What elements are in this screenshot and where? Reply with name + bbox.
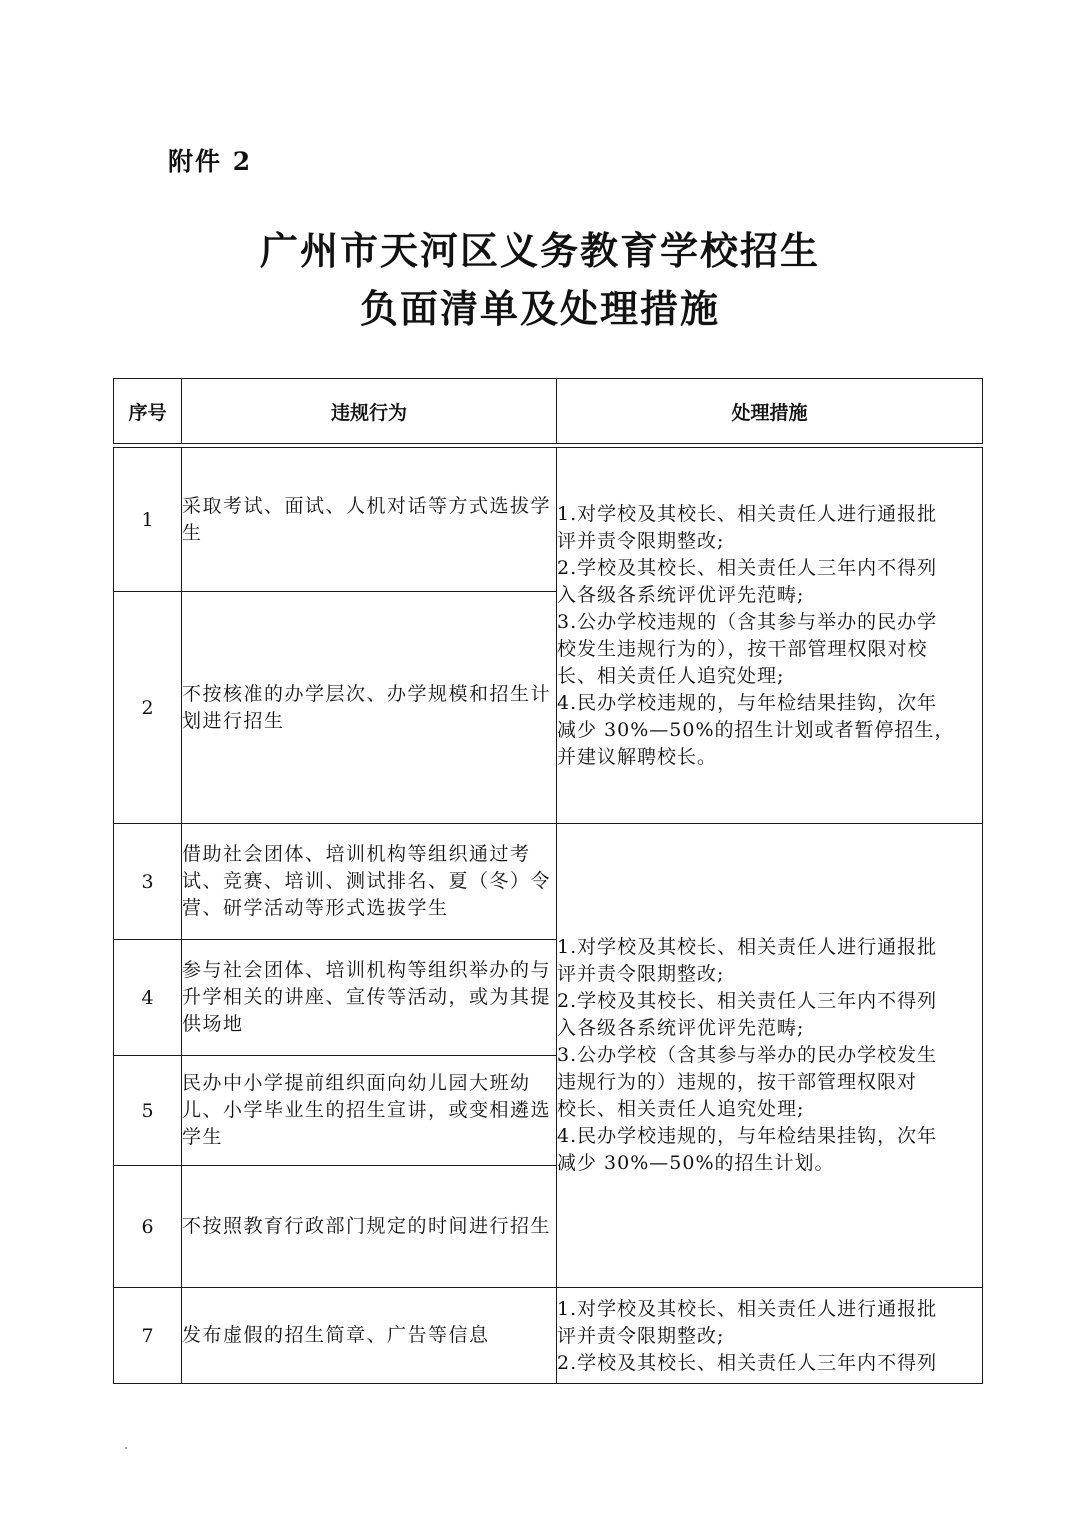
row-number: 1 xyxy=(114,448,182,592)
measure-line: 2.学校及其校长、相关责任人三年内不得列 xyxy=(557,1352,938,1374)
header-number: 序号 xyxy=(114,379,182,444)
measure-line: 评并责令限期整改; xyxy=(557,1325,725,1347)
row-number: 4 xyxy=(114,940,182,1056)
row-number: 6 xyxy=(114,1166,182,1288)
measure-line: 入各级各系统评优评先范畴; xyxy=(557,583,805,606)
measure-line: 违规行为的）违规的，按干部管理权限对 xyxy=(557,1071,918,1093)
title-line-2: 负面清单及处理措施 xyxy=(359,286,720,331)
measure-line: 校长、相关责任人追究处理; xyxy=(557,1098,805,1120)
scan-speck xyxy=(125,1447,127,1449)
measures-group-2 xyxy=(557,824,983,1288)
measure-line: 评并责令限期整改; xyxy=(557,963,725,985)
measure-line: 长、相关责任人追究处理; xyxy=(557,664,785,687)
attachment-label: 附件 2 xyxy=(168,147,253,176)
row-behavior: 不按核准的办学层次、办学规模和招生计划进行招生 xyxy=(182,592,557,824)
row-behavior: 发布虚假的招生简章、广告等信息 xyxy=(182,1288,557,1384)
measure-line: 减少 30%—50%的招生计划。 xyxy=(557,1152,835,1174)
title-line-1: 广州市天河区义务教育学校招生 xyxy=(259,228,820,273)
measure-line: 4.民办学校违规的，与年检结果挂钩，次年 xyxy=(557,1125,938,1147)
table-row xyxy=(114,824,983,940)
measure-line: 评并责令限期整改; xyxy=(557,529,725,552)
row-behavior: 采取考试、面试、人机对话等方式选拔学生 xyxy=(182,448,557,592)
table-row xyxy=(114,448,983,592)
row-number: 7 xyxy=(114,1288,182,1384)
header-measures: 处理措施 xyxy=(557,379,983,444)
measure-line: 4.民办学校违规的，与年检结果挂钩，次年 xyxy=(557,691,938,714)
header-behavior: 违规行为 xyxy=(182,379,557,444)
table-row xyxy=(114,1288,983,1384)
measure-line: 校发生违规行为的），按干部管理权限对校 xyxy=(557,637,928,660)
measure-line: 2.学校及其校长、相关责任人三年内不得列 xyxy=(557,556,938,579)
measure-line: 1.对学校及其校长、相关责任人进行通报批 xyxy=(557,936,938,958)
row-number: 3 xyxy=(114,824,182,940)
measure-line: 并建议解聘校长。 xyxy=(557,745,718,768)
measure-line: 减少 30%—50%的招生计划或者暂停招生， xyxy=(557,718,955,741)
row-behavior: 参与社会团体、培训机构等组织举办的与升学相关的讲座、宣传等活动，或为其提供场地 xyxy=(182,940,557,1056)
row-behavior: 借助社会团体、培训机构等组织通过考试、竞赛、培训、测试排名、夏（冬）令营、研学活动等形式选拔学生 xyxy=(182,824,557,940)
table-header-row xyxy=(114,379,983,444)
row-behavior: 不按照教育行政部门规定的时间进行招生 xyxy=(182,1166,557,1288)
measure-line: 1.对学校及其校长、相关责任人进行通报批 xyxy=(557,1298,938,1320)
measures-group-1 xyxy=(557,448,983,824)
negative-list-table xyxy=(113,378,983,1384)
measure-line: 入各级各系统评优评先范畴; xyxy=(557,1017,805,1039)
measure-line: 2.学校及其校长、相关责任人三年内不得列 xyxy=(557,990,938,1012)
measure-line: 1.对学校及其校长、相关责任人进行通报批 xyxy=(557,502,938,525)
measures-group-3 xyxy=(557,1288,983,1384)
page-title xyxy=(0,222,1080,338)
measure-line: 3.公办学校违规的（含其参与举办的民办学 xyxy=(557,610,938,633)
measure-line: 3.公办学校（含其参与举办的民办学校发生 xyxy=(557,1044,938,1066)
row-number: 5 xyxy=(114,1056,182,1166)
row-number: 2 xyxy=(114,592,182,824)
row-behavior: 民办中小学提前组织面向幼儿园大班幼儿、小学毕业生的招生宣讲，或变相遴选学生 xyxy=(182,1056,557,1166)
